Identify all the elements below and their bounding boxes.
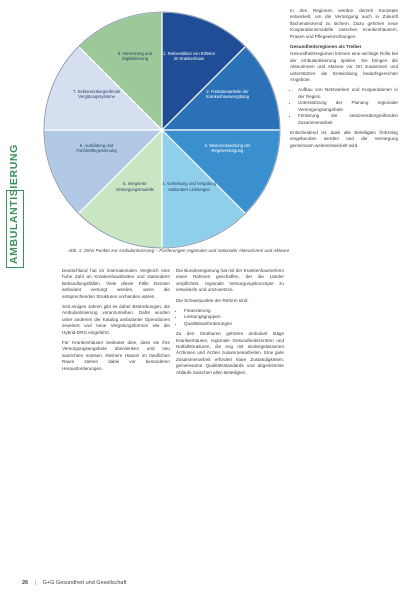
page-number: 26 [22, 580, 29, 586]
mid-tail: Zu den Strukturen gehören ambulant tätige Krankenhäuser, regionale Gesundheitszentren und Notfallstrukturen, die eng mit niedergelassenen Ärztinnen und Ärzten zusammenarbeiten. Eine gute Zusammenarbeit erfordert klare Zuständigkeiten, gemeinsame Qualitätsstandards und abgestimmte Abläufe zwischen allen Beteiligten. [176, 331, 284, 375]
pie-label-1: 1. Reinvestition von Erlösen im Krankenhaus [163, 50, 216, 61]
section-heading: Gesundheitsregionen als Treiber [290, 44, 362, 50]
footer-separator: | [34, 580, 37, 586]
left-column [62, 268, 170, 376]
list-item: • Aufbau von Netzwerken und Kooperationen in der Region [298, 87, 398, 100]
list-item: • Leistungsgruppen [184, 314, 284, 320]
right-top: In den Regionen werden derzeit Konzepte entwickelt, um die Versorgung auch in Zukunft flächendeckend zu sichern. Dazu gehören neue Kooperationsmodelle zwischen Krankenhäusern, Praxen und Pflegeeinrichtungen. [290, 8, 398, 39]
pie-label-3: 3. Weiterentwicklung der Regelversorgung [204, 143, 251, 154]
middle-column [176, 268, 284, 380]
list-item: • Qualitätsanforderungen [184, 321, 284, 327]
right-list [290, 87, 398, 125]
left-paragraph-2: Seit einigen Jahren gibt es daher Bestrebungen, die Ambulantisierung voranzutreiben. Dafür wurden unter anderem der Katalog ambulanter Operationen erweitert und neue Vergütungsformen wie die Hybrid-DRG eingeführt. [62, 304, 170, 335]
mid-intro: Die Bundesregierung hat mit der Krankenhausreform einen Rahmen geschaffen, der die Länder verpflichtet, regionale Versorgungskonzepte zu entwickeln und umzusetzen. [176, 268, 284, 293]
list-item: • Förderung der sektorenübergreifenden Zusammenarbeit [298, 113, 398, 126]
right-column [290, 8, 398, 153]
mid-list-title: Die Schwerpunkte der Reform sind: [176, 297, 249, 303]
left-paragraph-3: Für Krankenhäuser bedeutet dies, dass sie ihre Versorgungsangebote überdenken und neu ausrichten müssen. Kleinere Häuser im ländlichen Raum stehen dabei vor besonderen Herausforderungen. [62, 340, 170, 371]
pie-chart [36, 4, 288, 256]
pie-label-6: 6. Ausbildung und Fachkräftegewinnung [76, 143, 117, 154]
pie-label-4: 4. Vorleistung und Vergütung stationärer Leistungen [162, 181, 216, 192]
journal-name: G+G Gesundheit und Gesellschaft [42, 580, 127, 586]
pie-label-7: 7. Sektorenübergreifende Vergütungssysteme [72, 88, 121, 100]
pie-label-8: 8. Vernetzung und Digitalisierung [117, 50, 152, 61]
right-tail: Entscheidend ist, dass alle Beteiligten frühzeitig eingebunden werden und die Versorgung gemeinsam weiterentwickelt wird. [290, 129, 398, 148]
mid-list [176, 308, 284, 327]
list-item: • Finanzierung [184, 308, 284, 314]
pie-label-2: 2. Fixkostenanteile der Krankenhausvergütung [205, 88, 250, 100]
figure-caption: Abb. 1: Zehn Punkte zur Ambulantisierung – Forderungen regionaler und nationaler Akteurinnen und Akteure [68, 248, 290, 253]
page-footer [22, 580, 127, 586]
list-item: • Unterstützung der Planung regionaler Versorgungsangebote [298, 100, 398, 113]
pie-label-5: 5. Integrierte Versorgungsmodelle [115, 181, 154, 192]
left-paragraph-1: Deutschland hat im internationalen Vergleich eine hohe Zahl an Krankenhausbetten und stationären Behandlungsfällen. Viele dieser Fälle könnten ambulant versorgt werden, wenn die entsprechenden Strukturen vorhanden wären. [62, 268, 170, 299]
section-label: AMBULANTISIERUNG [6, 190, 24, 268]
right-body: Gesundheitsregionen können eine wichtige Rolle bei der Ambulantisierung spielen. Sie bringen die Akteurinnen und Akteure vor Ort zusammen und unterstützen die Entwicklung bedarfsgerechter Angebote. [290, 51, 398, 83]
side-band [0, 0, 29, 596]
